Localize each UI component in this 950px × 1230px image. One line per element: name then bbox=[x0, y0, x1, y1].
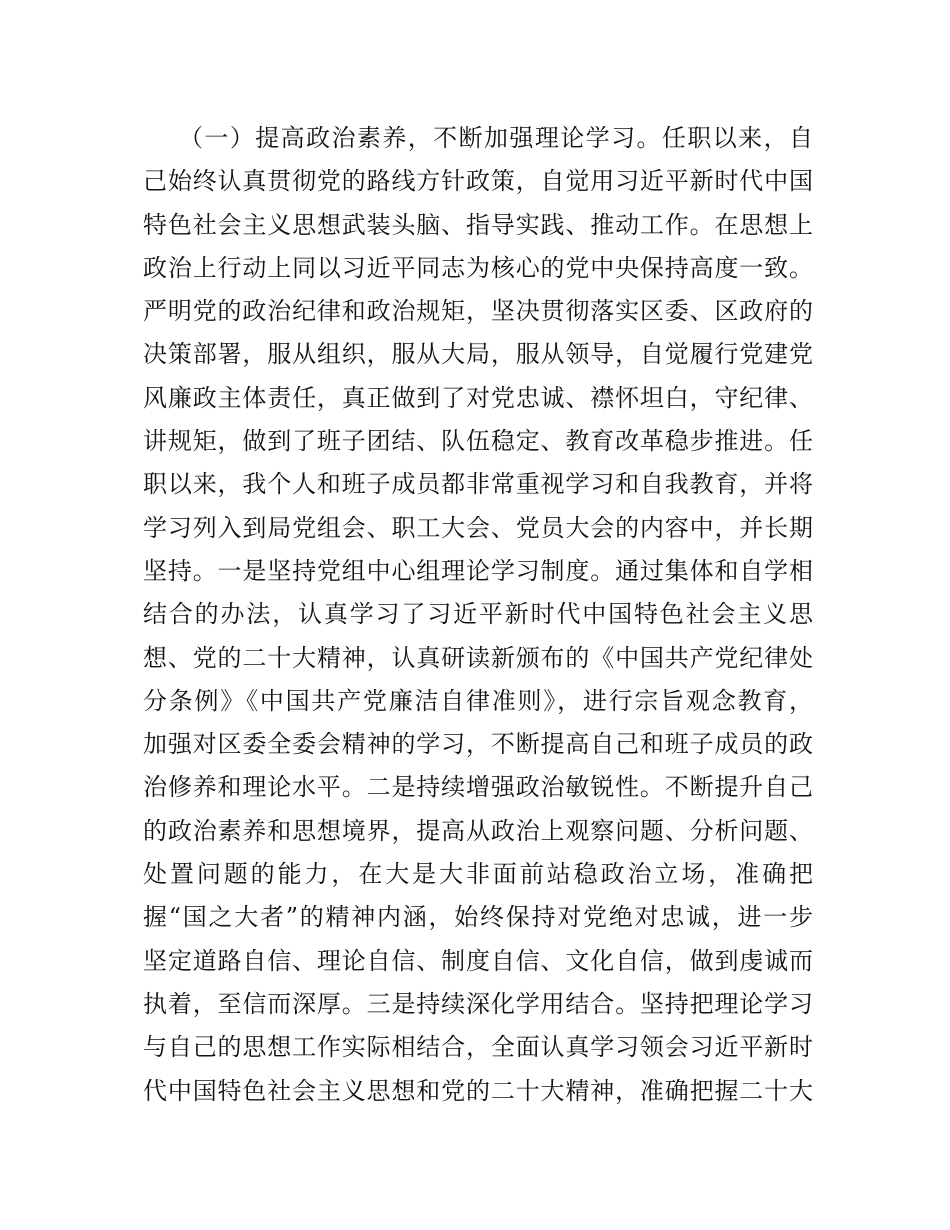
paragraph-line: 政治上行动上同以习近平同志为核心的党中央保持高度一致。 bbox=[143, 253, 813, 282]
paragraph-line: 执着，至信而深厚。三是持续深化学用结合。坚持把理论学习 bbox=[143, 989, 813, 1018]
body-paragraph bbox=[143, 117, 813, 1113]
paragraph-line: 讲规矩，做到了班子团结、队伍稳定、教育改革稳步推进。任 bbox=[143, 427, 813, 456]
paragraph-line: 的政治素养和思想境界，提高从政治上观察问题、分析问题、 bbox=[143, 816, 813, 845]
paragraph-line: 特色社会主义思想武装头脑、指导实践、推动工作。在思想上 bbox=[143, 210, 813, 239]
paragraph-line: 结合的办法，认真学习了习近平新时代中国特色社会主义思 bbox=[143, 600, 813, 629]
paragraph-line: 职以来，我个人和班子成员都非常重视学习和自我教育，并将 bbox=[143, 470, 813, 499]
paragraph-line: 坚持。一是坚持党组中心组理论学习制度。通过集体和自学相 bbox=[143, 556, 813, 585]
paragraph-line: 分条例》《中国共产党廉洁自律准则》，进行宗旨观念教育， bbox=[143, 686, 813, 715]
paragraph-line: 握“国之大者”的精神内涵，始终保持对党绝对忠诚，进一步 bbox=[143, 903, 813, 932]
paragraph-line: 处置问题的能力，在大是大非面前站稳政治立场，准确把 bbox=[143, 860, 813, 889]
paragraph-line: 坚定道路自信、理论自信、制度自信、文化自信，做到虔诚而 bbox=[143, 946, 813, 975]
paragraph-line: （一）提高政治素养，不断加强理论学习。任职以来，自 bbox=[179, 124, 813, 152]
paragraph-line: 严明党的政治纪律和政治规矩，坚决贯彻落实区委、区政府的 bbox=[143, 297, 813, 326]
paragraph-line: 治修养和理论水平。二是持续增强政治敏锐性。不断提升自己 bbox=[143, 773, 813, 802]
paragraph-line: 风廉政主体责任，真正做到了对党忠诚、襟怀坦白，守纪律、 bbox=[143, 383, 813, 412]
paragraph-line: 代中国特色社会主义思想和党的二十大精神，准确把握二十大 bbox=[143, 1076, 813, 1105]
paragraph-line: 想、党的二十大精神，认真研读新颁布的《中国共产党纪律处 bbox=[143, 643, 813, 672]
paragraph-line: 己始终认真贯彻党的路线方针政策，自觉用习近平新时代中国 bbox=[143, 167, 813, 196]
paragraph-line: 与自己的思想工作实际相结合，全面认真学习领会习近平新时 bbox=[143, 1033, 813, 1062]
paragraph-line: 加强对区委全委会精神的学习，不断提高自己和班子成员的政 bbox=[143, 730, 813, 759]
paragraph-line: 决策部署，服从组织，服从大局，服从领导，自觉履行党建党 bbox=[143, 340, 813, 369]
paragraph-line: 学习列入到局党组会、职工大会、党员大会的内容中，并长期 bbox=[143, 513, 813, 542]
